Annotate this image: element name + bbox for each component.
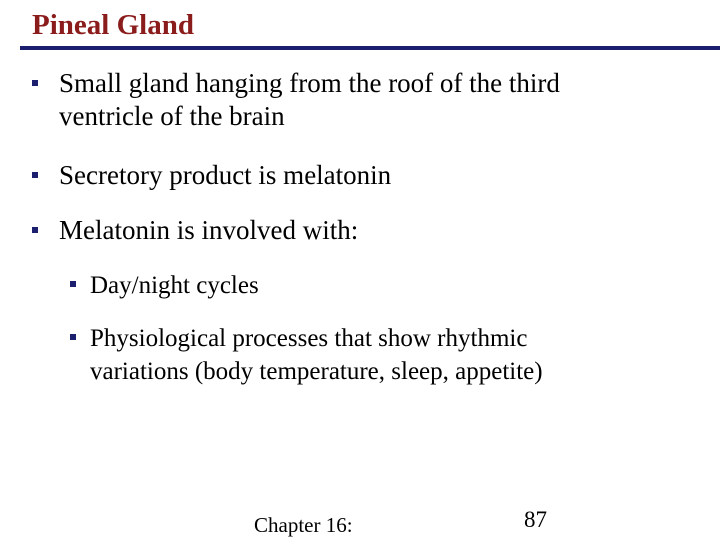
- sub-bullet-line: variations (body temperature, sleep, appetite): [90, 358, 543, 385]
- bullet-text: [59, 159, 391, 192]
- bullet-line: Small gland hanging from the roof of the third: [59, 68, 560, 98]
- square-bullet-icon: [70, 334, 76, 340]
- sub-bullet-item: [70, 322, 543, 388]
- bullet-line: ventricle of the brain: [59, 101, 285, 131]
- sub-bullet-item: [70, 269, 259, 302]
- bullet-line: Melatonin is involved with:: [59, 215, 359, 245]
- bullet-text: [59, 214, 358, 247]
- footer-chapter: Chapter 16:: [254, 513, 353, 537]
- bullet-text: [59, 67, 560, 133]
- square-bullet-icon: [32, 172, 38, 178]
- bullet-item: [32, 159, 391, 192]
- title-underline: [20, 46, 720, 50]
- square-bullet-icon: [32, 227, 38, 233]
- page-number: 87: [524, 507, 547, 532]
- slide-title: Pineal Gland: [32, 9, 194, 41]
- sub-bullet-line: Physiological processes that show rhythmic: [90, 325, 528, 352]
- sub-bullet-line: Day/night cycles: [90, 272, 259, 299]
- square-bullet-icon: [32, 80, 38, 86]
- square-bullet-icon: [70, 281, 76, 287]
- bullet-line: Secretory product is melatonin: [59, 160, 392, 190]
- bullet-item: [32, 67, 560, 133]
- sub-bullet-text: [90, 269, 259, 302]
- bullet-item: [32, 214, 358, 247]
- sub-bullet-text: [90, 322, 543, 388]
